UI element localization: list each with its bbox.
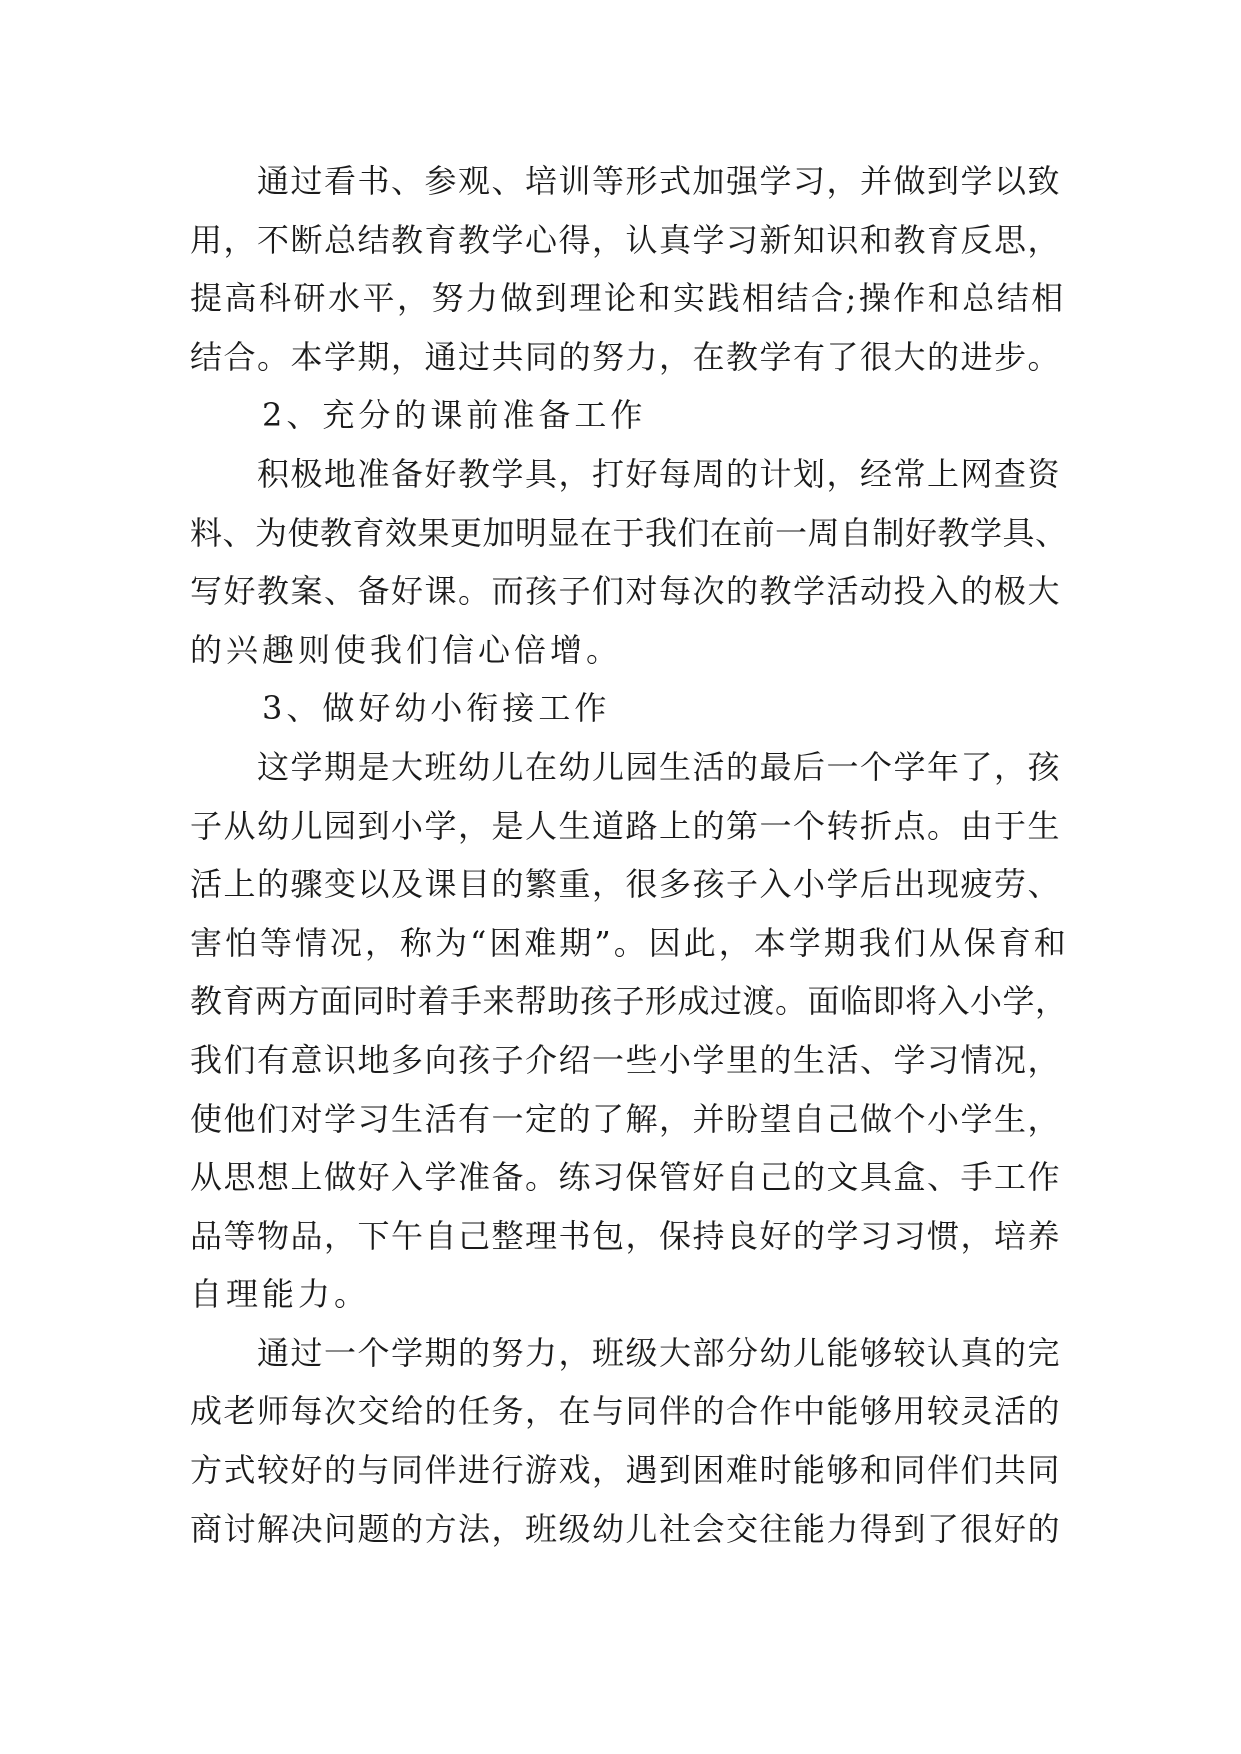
paragraph-line: 方式较好的与同伴进行游戏，遇到困难时能够和同伴们共同	[190, 1451, 1062, 1490]
paragraph-line: 从思想上做好入学准备。练习保管好自己的文具盒、手工作	[190, 1158, 1062, 1197]
paragraph-line: 害怕等情况，称为“困难期”。因此，本学期我们从保育和	[190, 923, 1069, 962]
document-body	[190, 152, 1070, 1558]
paragraph-line: 我们有意识地多向孩子介绍一些小学里的生活、学习情况，	[190, 1040, 1062, 1079]
paragraph-line: 通过一个学期的努力，班级大部分幼儿能够较认真的完	[190, 1333, 1062, 1372]
paragraph-line: 商讨解决问题的方法，班级幼儿社会交往能力得到了很好的	[190, 1509, 1062, 1548]
paragraph-line: 用，不断总结教育教学心得，认真学习新知识和教育反思，	[190, 220, 1062, 259]
section-heading: 2、充分的课前准备工作	[190, 396, 647, 435]
paragraph-line: 品等物品，下午自己整理书包，保持良好的学习习惯，培养	[190, 1216, 1062, 1255]
paragraph-line: 自理能力。	[190, 1275, 371, 1314]
paragraph-line: 通过看书、参观、培训等形式加强学习，并做到学以致	[190, 162, 1062, 200]
paragraph-line: 料、为使教育效果更加明显在于我们在前一周自制好教学具、	[190, 513, 1068, 552]
paragraph-line: 教育两方面同时着手来帮助孩子形成过渡。面临即将入小学，	[190, 982, 1068, 1021]
section-heading: 3、做好幼小衔接工作	[190, 689, 611, 728]
paragraph-line: 提高科研水平，努力做到理论和实践相结合;操作和总结相	[190, 279, 1066, 318]
paragraph-line: 这学期是大班幼儿在幼儿园生活的最后一个学年了，孩	[190, 747, 1062, 786]
paragraph-line: 使他们对学习生活有一定的了解，并盼望自己做个小学生，	[190, 1099, 1062, 1138]
paragraph-line: 的兴趣则使我们信心倍增。	[190, 630, 623, 669]
paragraph-line: 活上的骤变以及课目的繁重，很多孩子入小学后出现疲劳、	[190, 865, 1062, 904]
paragraph-line: 结合。本学期，通过共同的努力，在教学有了很大的进步。	[190, 337, 1062, 376]
paragraph-line: 写好教案、备好课。而孩子们对每次的教学活动投入的极大	[190, 572, 1062, 611]
paragraph-line: 子从幼儿园到小学，是人生道路上的第一个转折点。由于生	[190, 806, 1062, 845]
paragraph-line: 积极地准备好教学具，打好每周的计划，经常上网查资	[190, 454, 1062, 493]
paragraph-line: 成老师每次交给的任务，在与同伴的合作中能够用较灵活的	[190, 1392, 1062, 1431]
